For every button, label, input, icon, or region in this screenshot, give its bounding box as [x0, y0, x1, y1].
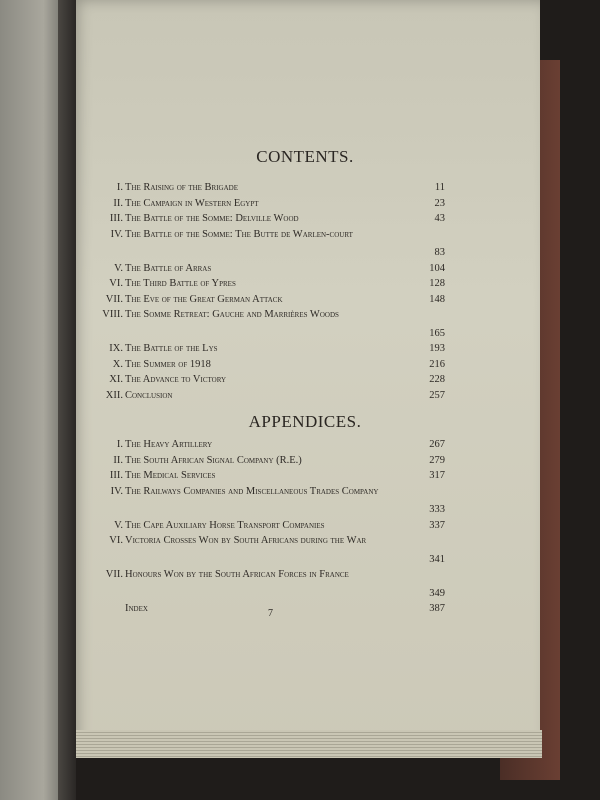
entry-page-number: 279	[429, 454, 445, 466]
entry-page-number: 337	[429, 519, 445, 531]
entry-title: Victoria Crosses Won by South Africans during the War	[125, 535, 367, 546]
entry-title: The South African Signal Company (R.E.)	[125, 454, 302, 466]
entry-title: The Eve of the Great German Attack	[125, 293, 283, 305]
toc-entry	[95, 437, 445, 453]
entry-page-number: 148	[429, 293, 445, 305]
left-page	[0, 0, 62, 800]
toc-entry	[95, 453, 445, 469]
toc-entry	[95, 180, 445, 196]
entry-title: The Battle of Arras	[125, 262, 212, 274]
toc-entry	[95, 196, 445, 212]
entry-title: The Cape Auxiliary Horse Transport Companies	[125, 519, 325, 531]
entry-title: Conclusion	[125, 389, 173, 401]
entry-title: The Somme Retreat: Gauche and Marrières Woods	[125, 309, 339, 320]
entry-page-number: 333	[429, 504, 445, 515]
entry-page-number: 387	[429, 603, 445, 614]
contents-heading: CONTENTS.	[256, 147, 354, 166]
entry-page-number: 193	[429, 343, 445, 354]
entry-page-number: 257	[429, 389, 445, 401]
toc-entry	[95, 292, 445, 308]
entry-number: XI.	[109, 374, 123, 385]
contents-list	[95, 180, 445, 403]
entry-number: IX.	[109, 343, 123, 354]
toc-entry	[95, 567, 445, 601]
entry-page-number: 83	[434, 247, 445, 258]
entry-number: VII.	[105, 293, 123, 305]
entry-number: II.	[113, 454, 123, 466]
entry-title: The Campaign in Western Egypt	[125, 197, 259, 209]
entry-page-number: 11	[434, 182, 445, 193]
entry-number: IV.	[110, 485, 123, 497]
entry-number: II.	[113, 197, 123, 209]
entry-page-number: 349	[429, 587, 445, 599]
entry-number: V.	[114, 262, 123, 274]
appendices-list	[95, 437, 445, 617]
spine-shadow	[58, 0, 76, 800]
entry-title: The Battle of the Somme: The Butte de Warlen-court	[125, 228, 353, 240]
entry-page-number: 317	[429, 470, 445, 481]
page-folio: 7	[268, 608, 273, 619]
entry-page-number: 165	[429, 327, 445, 339]
toc-entry	[95, 341, 445, 357]
page-edge	[70, 730, 542, 758]
entry-number: III.	[109, 470, 123, 481]
entry-title: The Raising of the Brigade	[125, 182, 238, 193]
entry-title: The Third Battle of Ypres	[125, 278, 236, 289]
entry-page-number: 104	[429, 262, 445, 274]
toc-entry	[95, 357, 445, 373]
entry-page-number: 228	[429, 374, 445, 385]
entry-title: The Railways Companies and Miscellaneous Trades Company	[125, 485, 379, 497]
entry-page-number: 267	[429, 439, 445, 450]
entry-number: III.	[109, 213, 123, 224]
entry-title: The Battle of the Lys	[125, 343, 218, 354]
toc-entry	[95, 211, 445, 227]
toc-entry	[95, 372, 445, 388]
entry-number: X.	[112, 358, 123, 370]
entry-title: The Medical Services	[125, 470, 216, 481]
entry-number: VI.	[109, 535, 123, 546]
toc-entry	[95, 388, 445, 404]
toc-entry	[95, 533, 445, 567]
entry-title: Index	[125, 603, 148, 614]
entry-title: The Heavy Artillery	[125, 439, 213, 450]
entry-title: The Battle of the Somme: Delville Wood	[125, 213, 299, 224]
entry-title: The Summer of 1918	[125, 358, 211, 370]
entry-title: The Advance to Victory	[125, 374, 227, 385]
entry-number: XII.	[105, 389, 123, 401]
toc-entry	[95, 468, 445, 484]
appendices-heading: APPENDICES.	[248, 412, 362, 431]
toc-entry	[95, 276, 445, 292]
entry-page-number: 341	[429, 553, 445, 565]
toc-entry	[95, 227, 445, 261]
toc-entry	[95, 261, 445, 277]
entry-number: VIII.	[102, 309, 123, 320]
entry-number: VII.	[105, 569, 123, 580]
toc-entry	[95, 518, 445, 534]
entry-page-number: 23	[434, 197, 445, 209]
entry-number: I.	[116, 439, 123, 450]
toc-entry	[95, 484, 445, 518]
toc-entry	[95, 307, 445, 341]
entry-number: V.	[114, 519, 123, 531]
entry-page-number: 43	[434, 213, 445, 224]
entry-number: VI.	[109, 278, 123, 289]
entry-number: IV.	[110, 228, 123, 240]
entry-number: I.	[116, 182, 123, 193]
entry-title: Honours Won by the South African Forces in France	[125, 569, 349, 580]
entry-page-number: 128	[429, 278, 445, 289]
entry-page-number: 216	[429, 358, 445, 370]
